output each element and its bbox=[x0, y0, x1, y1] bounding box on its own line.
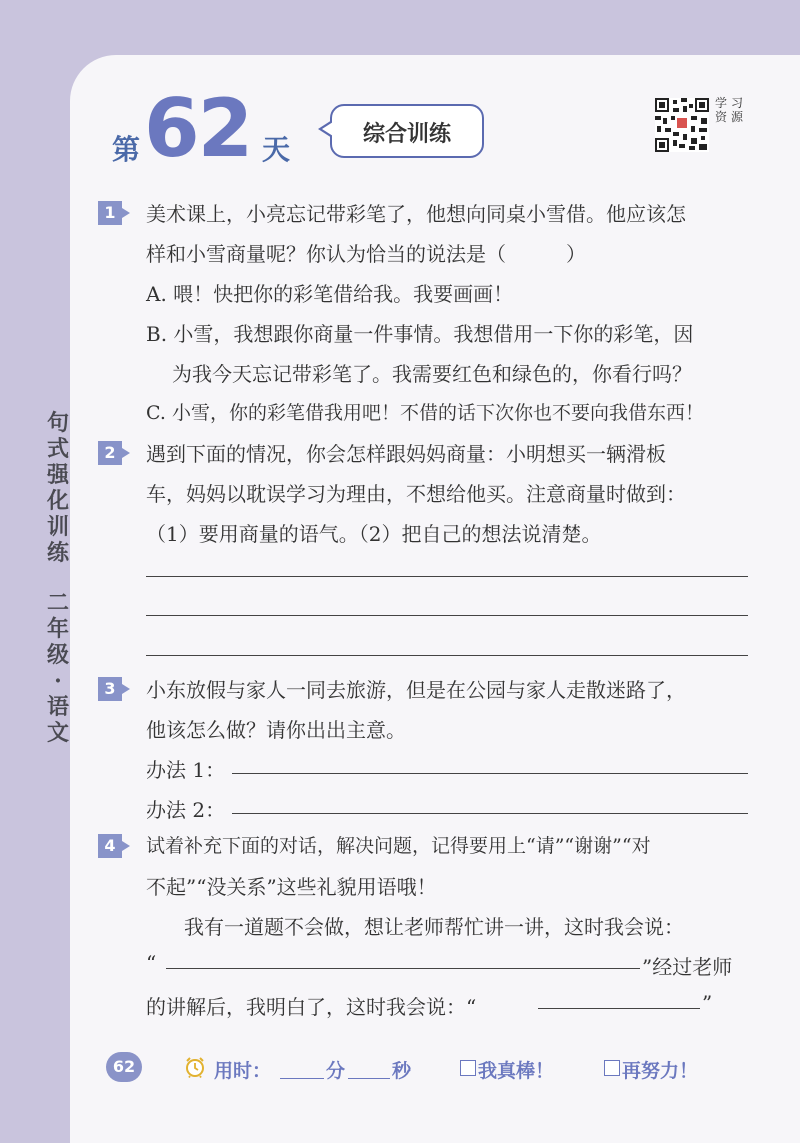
question-text: 不起”“没关系”这些礼貌用语哦！ bbox=[146, 875, 437, 899]
answer-line[interactable] bbox=[146, 655, 748, 656]
sidebar-char: 年 bbox=[46, 616, 69, 642]
method-1-answer-line[interactable] bbox=[232, 773, 748, 774]
question-text: 我有一道题不会做，想让老师帮忙讲一讲，这时我会说： bbox=[184, 915, 684, 939]
sidebar-char: 化 bbox=[46, 488, 69, 514]
qr-code-icon[interactable] bbox=[655, 98, 709, 152]
sidebar-char: 训 bbox=[46, 514, 69, 540]
qr-label-char: 资 bbox=[714, 110, 727, 124]
answer-line[interactable] bbox=[146, 615, 748, 616]
method-1-label: 办法 1： bbox=[146, 758, 226, 782]
question-number: 1 bbox=[98, 201, 122, 225]
sidebar bbox=[40, 410, 76, 746]
option-b: B. 小雪，我想跟你商量一件事情。我想借用一下你的彩笔，因 bbox=[146, 322, 694, 346]
minute-unit: 分 bbox=[326, 1060, 346, 1082]
option-b-continued: 为我今天忘记带彩笔了。我需要红色和绿色的，你看行吗？ bbox=[172, 362, 692, 386]
great-label: 我真棒！ bbox=[478, 1060, 555, 1082]
sidebar-char: 级 bbox=[46, 642, 69, 668]
answer-line[interactable] bbox=[146, 576, 748, 577]
qr-label-char: 习 bbox=[730, 96, 743, 110]
great-checkbox[interactable] bbox=[460, 1060, 476, 1076]
dialogue-answer-line[interactable] bbox=[538, 1008, 700, 1009]
try-again-label: 再努力！ bbox=[622, 1060, 699, 1082]
page-number: 62 bbox=[106, 1052, 142, 1082]
sidebar-char: · bbox=[54, 668, 62, 694]
sidebar-char: 强 bbox=[46, 462, 69, 488]
time-label: 用时： bbox=[214, 1060, 272, 1082]
question-text: 美术课上，小亮忘记带彩笔了，他想向同桌小雪借。他应该怎 bbox=[146, 202, 686, 226]
day-number: 62 bbox=[144, 82, 252, 175]
question-text: 样和小雪商量呢？你认为恰当的说法是（ ） bbox=[146, 242, 586, 266]
question-text: 车，妈妈以耽误学习为理由，不想给他买。注意商量时做到： bbox=[146, 482, 686, 506]
option-a: A. 喂！快把你的彩笔借给我。我要画画！ bbox=[146, 282, 514, 306]
sidebar-char: 语 bbox=[46, 694, 69, 720]
footer bbox=[0, 1052, 800, 1088]
question-text: （1）要用商量的语气。（2）把自己的想法说清楚。 bbox=[146, 522, 602, 546]
question-text: ”经过老师 bbox=[642, 955, 733, 979]
sidebar-char: 文 bbox=[46, 720, 69, 746]
section-title: 综合训练 bbox=[362, 122, 451, 147]
qr-label-char: 源 bbox=[730, 110, 743, 124]
question-text: 小东放假与家人一同去旅游，但是在公园与家人走散迷路了， bbox=[146, 678, 686, 702]
sidebar-char: 二 bbox=[46, 590, 69, 616]
option-c: C. 小雪，你的彩笔借我用吧！不借的话下次你也不要向我借东西！ bbox=[146, 402, 704, 424]
sidebar-char: 句 bbox=[46, 410, 69, 436]
seconds-blank[interactable] bbox=[348, 1078, 390, 1079]
minutes-blank[interactable] bbox=[280, 1078, 324, 1079]
open-quote: “ bbox=[146, 951, 157, 975]
question-text: 试着补充下面的对话，解决问题，记得要用上“请”“谢谢”“对 bbox=[146, 835, 651, 857]
question-text: 他该怎么做？请你出出主意。 bbox=[146, 718, 406, 742]
second-unit: 秒 bbox=[392, 1060, 412, 1082]
try-again-checkbox[interactable] bbox=[604, 1060, 620, 1076]
question-number: 2 bbox=[98, 441, 122, 465]
question-text: 的讲解后，我明白了，这时我会说：“ bbox=[146, 995, 477, 1019]
close-quote: ” bbox=[702, 991, 713, 1015]
question-number: 4 bbox=[98, 834, 122, 858]
method-2-answer-line[interactable] bbox=[232, 813, 748, 814]
sidebar-char: 式 bbox=[46, 436, 69, 462]
section-title-badge bbox=[330, 104, 484, 158]
question-number: 3 bbox=[98, 677, 122, 701]
alarm-clock-icon bbox=[184, 1056, 206, 1078]
day-suffix: 天 bbox=[262, 133, 291, 166]
question-text: 遇到下面的情况，你会怎样跟妈妈商量：小明想买一辆滑板 bbox=[146, 442, 666, 466]
qr-label bbox=[713, 96, 747, 124]
method-2-label: 办法 2： bbox=[146, 798, 226, 822]
day-prefix: 第 bbox=[112, 133, 141, 166]
sidebar-char: 练 bbox=[46, 540, 69, 566]
dialogue-answer-line[interactable] bbox=[166, 968, 640, 969]
qr-label-char: 学 bbox=[714, 96, 727, 110]
